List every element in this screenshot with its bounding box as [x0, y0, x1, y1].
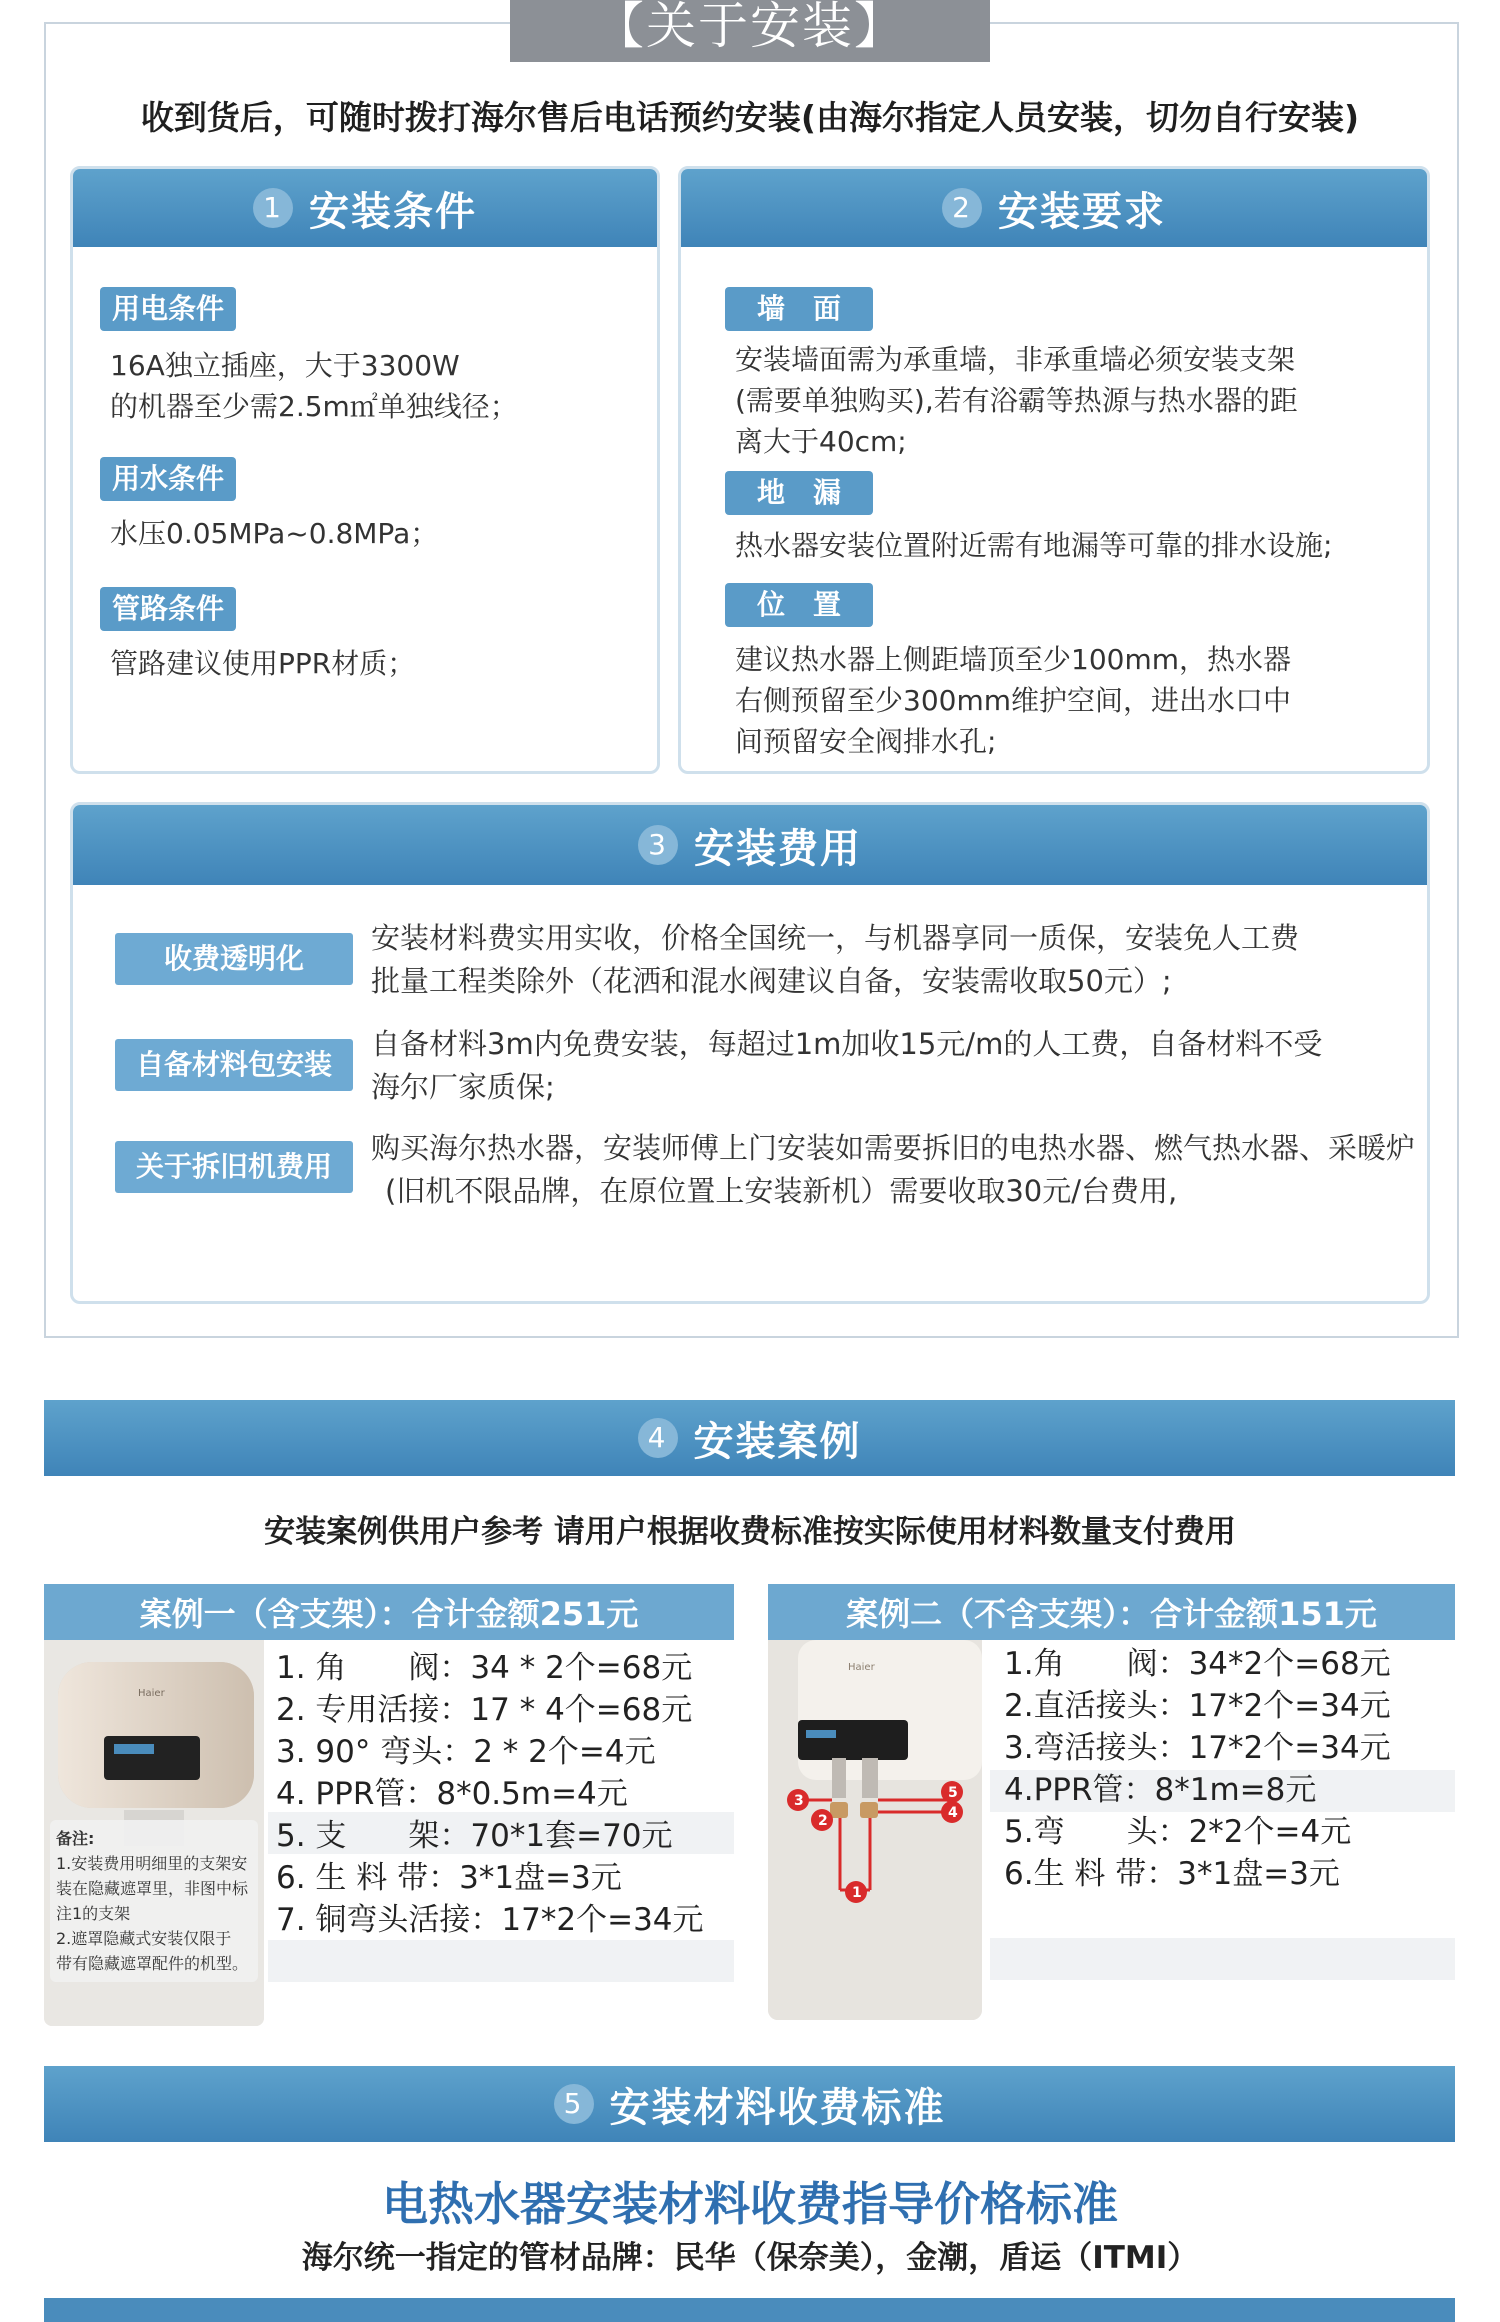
panel-install-requirements — [678, 166, 1430, 774]
case-2-item: 1.角 阀：34*2个=68元 — [1004, 1646, 1391, 1682]
price-standard-heading: 电热水器安装材料收费指导价格标准 — [382, 2177, 1118, 2231]
fee-row-3-line-2: (旧机不限品牌，在原位置上安装新机）需要收取30元/台费用, — [385, 1174, 1178, 1208]
panel-install-conditions — [70, 166, 660, 774]
fee-row-1-line-2: 批量工程类除外（花洒和混水阀建议自备，安装需收取50元）; — [371, 964, 1172, 998]
note-line: 1.安装费用明细里的支架安 — [56, 1854, 248, 1873]
row-stripe — [268, 1940, 734, 1982]
fee-row-2-line-2: 海尔厂家质保; — [371, 1070, 555, 1104]
heater-2-brand: Haier — [848, 1662, 875, 1673]
note-title: 备注: — [56, 1829, 95, 1848]
case-2-item: 3.弯活接头：17*2个=34元 — [1004, 1730, 1391, 1766]
case-1-item: 7. 铜弯头活接：17*2个=34元 — [276, 1902, 704, 1938]
position-text-2: 右侧预留至少300mm维护空间，进出水口中 — [735, 684, 1291, 717]
case-2-item: 5.弯 头：2*2个=4元 — [1004, 1814, 1352, 1850]
panel-header — [681, 169, 1427, 247]
case-2-item: 2.直活接头：17*2个=34元 — [1004, 1688, 1391, 1724]
case-2-item: 4.PPR管：8*1m=8元 — [1004, 1772, 1317, 1808]
intro-text: 收到货后，可随时拨打海尔售后电话预约安装(由海尔指定人员安装，切勿自行安装) — [140, 98, 1360, 137]
wall-text-3: 离大于40cm; — [735, 425, 907, 458]
tag-electric: 用电条件 — [100, 287, 236, 331]
wall-text-1: 安装墙面需为承重墙，非承重墙必须安装支架 — [735, 343, 1296, 376]
drain-text: 热水器安装位置附近需有地漏等可靠的排水设施; — [735, 529, 1333, 562]
position-text-3: 间预留安全阀排水孔; — [735, 725, 997, 758]
fee-row-1-line-1: 安装材料费实用实收，价格全国统一，与机器享同一质保，安装免人工费 — [371, 921, 1300, 955]
tag-own-materials: 自备材料包安装 — [115, 1039, 353, 1091]
number-2-icon: 2 — [942, 188, 982, 228]
electric-text-1: 16A独立插座，大于3300W — [110, 349, 460, 382]
water-heater-2-icon — [768, 1640, 982, 2020]
tag-transparent-fees: 收费透明化 — [115, 933, 353, 985]
case-1-item: 4. PPR管：8*0.5m=4元 — [276, 1776, 628, 1812]
position-text-1: 建议热水器上侧距墙顶至少100mm，热水器 — [735, 643, 1291, 676]
panel-header — [73, 805, 1427, 885]
tag-old-removal: 关于拆旧机费用 — [115, 1141, 353, 1193]
case-2-item: 6.生 料 带：3*1盘=3元 — [1004, 1856, 1340, 1892]
section-4-subtitle: 安装案例供用户参考 请用户根据收费标准按实际使用材料数量支付费用 — [264, 1514, 1236, 1550]
fee-row-2-line-1: 自备材料3m内免费安装，每超过1m加收15元/m的人工费，自备材料不受 — [371, 1027, 1323, 1061]
tag-water: 用水条件 — [100, 457, 236, 501]
tag-wall: 墙 面 — [725, 287, 873, 331]
marker-1-label: 1 — [852, 1885, 862, 1901]
tag-floor-drain: 地 漏 — [725, 471, 873, 515]
pipe-brands: 海尔统一指定的管材品牌：民华（保奈美），金潮，盾运（ITMI） — [301, 2240, 1199, 2276]
marker-2-label: 2 — [818, 1813, 828, 1829]
water-text: 水压0.05MPa~0.8MPa； — [110, 517, 439, 550]
number-4-icon: 4 — [638, 1418, 678, 1458]
case-1-header: 案例一（含支架）：合计金额251元 — [44, 1584, 734, 1640]
note-line: 2.遮罩隐藏式安装仅限于 — [56, 1929, 232, 1948]
case-2-photo — [768, 1640, 982, 2020]
note-line: 带有隐藏遮罩配件的机型。 — [56, 1954, 249, 1973]
case-1-item: 2. 专用活接：17 * 4个=68元 — [276, 1692, 693, 1728]
wall-text-2: (需要单独购买),若有浴霸等热源与热水器的距 — [735, 384, 1298, 417]
section-5-header — [44, 2066, 1455, 2142]
number-3-icon: 3 — [638, 825, 678, 865]
case-1-item: 3. 90° 弯头：2 * 2个=4元 — [276, 1734, 656, 1770]
row-stripe — [990, 1938, 1455, 1980]
panel-title: 安装要求 — [998, 188, 1166, 235]
case-2-header: 案例二（不含支架）：合计金额151元 — [768, 1584, 1455, 1640]
case-1-item: 5. 支 架：70*1套=70元 — [276, 1818, 673, 1854]
note-line: 注1的支架 — [56, 1904, 131, 1923]
panel-install-fees — [70, 802, 1430, 1304]
note-line: 装在隐藏遮罩里，非图中标 — [56, 1879, 249, 1898]
section-4-header — [44, 1400, 1455, 1476]
marker-4-label: 4 — [948, 1805, 958, 1821]
electric-text-2: 的机器至少需2.5m㎡单独线径； — [110, 390, 518, 423]
case-1-item: 1. 角 阀：34 * 2个=68元 — [276, 1650, 693, 1686]
fee-row-3-line-1: 购买海尔热水器，安装师傅上门安装如需要拆旧的电热水器、燃气热水器、采暖炉 — [371, 1131, 1416, 1165]
tag-position: 位 置 — [725, 583, 873, 627]
pipe-text: 管路建议使用PPR材质； — [110, 647, 416, 680]
case-1-photo — [44, 1640, 264, 2026]
panel-title: 安装条件 — [309, 188, 477, 235]
number-1-icon: 1 — [253, 188, 293, 228]
price-table-header-strip — [44, 2298, 1455, 2322]
section-title: 【关于安装】 — [510, 0, 990, 62]
panel-header — [73, 169, 657, 247]
section-4-title: 安装案例 — [693, 1418, 862, 1465]
case-1-item: 6. 生 料 带：3*1盘=3元 — [276, 1860, 622, 1896]
marker-5-label: 5 — [948, 1785, 958, 1801]
heater-1-brand: Haier — [138, 1688, 165, 1699]
panel-title: 安装费用 — [694, 825, 862, 872]
marker-3-label: 3 — [794, 1793, 804, 1809]
tag-pipe: 管路条件 — [100, 587, 236, 631]
number-5-icon: 5 — [554, 2084, 594, 2124]
section-5-title: 安装材料收费标准 — [609, 2084, 946, 2131]
case-1-note — [50, 1820, 258, 1982]
